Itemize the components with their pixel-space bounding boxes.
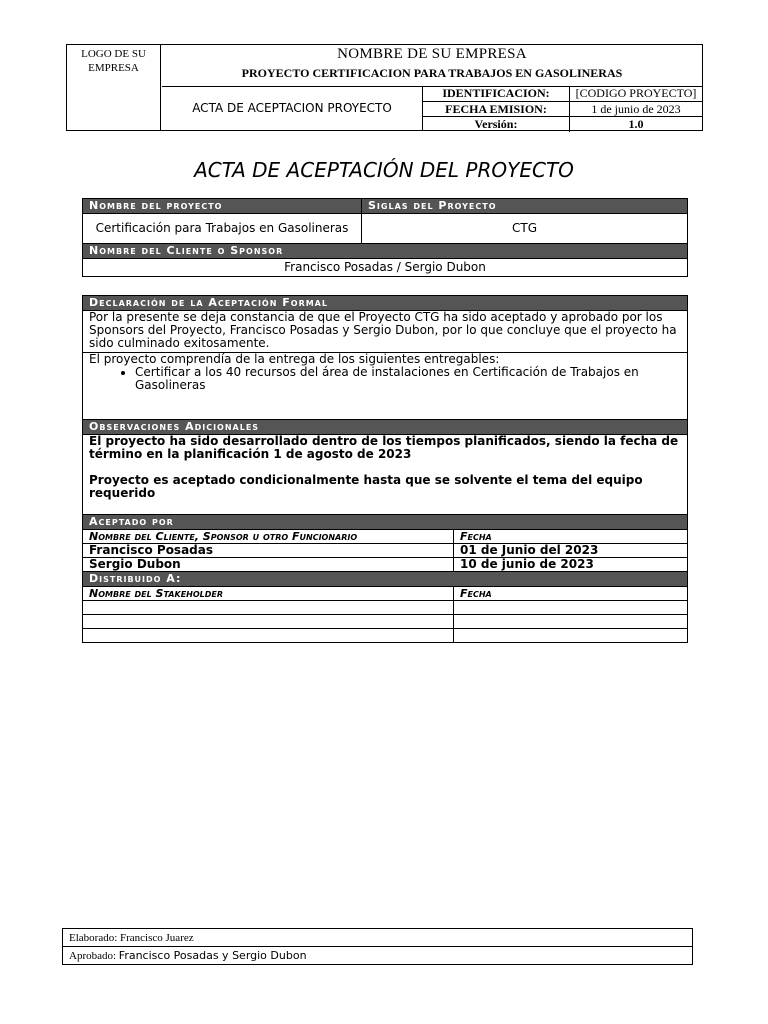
project-table: [82, 198, 688, 277]
empty-cell: [83, 601, 454, 615]
project-title: PROYECTO CERTIFICACION PARA TRABAJOS EN GASOLINERAS: [241, 66, 623, 80]
doc-name: ACTA DE ACEPTACION PROYECTO: [162, 86, 423, 130]
observations-cell: [83, 435, 688, 515]
accepted-col-name: Nombre del Cliente, Sponsor u otro Funcionario: [83, 530, 454, 544]
meta-value: 1.0: [628, 117, 644, 132]
empty-cell: [454, 601, 688, 615]
elaborado-value: Francisco Juarez: [120, 931, 194, 944]
declaration-label: Declaración de la Aceptación Formal: [83, 296, 688, 311]
accepted-date: 01 de Junio del 2023: [454, 544, 688, 558]
project-name: Certificación para Trabajos en Gasolineras: [83, 214, 362, 244]
logo-placeholder: LOGO DE SU EMPRESA: [67, 45, 161, 130]
accepted-col-date: Fecha: [454, 530, 688, 544]
empty-cell: [83, 629, 454, 643]
distributed-label: Distribuido A:: [83, 572, 688, 587]
table-row: [83, 544, 688, 558]
project-name-label: Nombre del proyecto: [83, 199, 362, 214]
company-block: [162, 45, 702, 87]
footer-table: [62, 928, 693, 965]
project-acronym-label: Siglas del Proyecto: [362, 199, 688, 214]
observation-paragraph: Proyecto es aceptado condicionalmente hasta que se solvente el tema del equipo requerido: [89, 473, 643, 500]
accepted-label: Aceptado por: [83, 515, 688, 530]
accepted-date: 10 de junio de 2023: [454, 558, 688, 572]
empty-cell: [454, 629, 688, 643]
accepted-name: Francisco Posadas: [83, 544, 454, 558]
aprobado-label: Aprobado:: [69, 950, 117, 962]
meta-row-identificacion: [423, 86, 702, 102]
deliverable-item: • Certificar a los 40 recursos del área de instalaciones en Certificación de Trabajos en Gasolineras: [135, 366, 681, 392]
meta-row-fecha: [423, 102, 702, 118]
table-row: [83, 629, 688, 643]
deliverables-intro: El proyecto comprendía de la entrega de los siguientes entregables:: [89, 352, 500, 366]
empty-cell: [83, 615, 454, 629]
accepted-name: Sergio Dubon: [83, 558, 454, 572]
acceptance-table: [82, 295, 688, 643]
sponsor-label: Nombre del Cliente o Sponsor: [83, 244, 688, 259]
company-name: NOMBRE DE SU EMPRESA: [337, 46, 527, 62]
meta-value: [CODIGO PROYECTO]: [575, 86, 697, 100]
aprobado-cell: [63, 947, 693, 965]
elaborado-label: Elaborado:: [69, 931, 118, 944]
sponsor-value: Francisco Posadas / Sergio Dubon: [83, 259, 688, 277]
meta-label: IDENTIFICACION:: [423, 86, 570, 101]
empty-cell: [454, 615, 688, 629]
page-title: ACTA DE ACEPTACIÓN DEL PROYECTO: [194, 158, 574, 182]
deliverables-list: [89, 366, 681, 392]
aprobado-value: Francisco Posadas y Sergio Dubon: [118, 949, 307, 962]
meta-label: Versión:: [423, 117, 570, 132]
distributed-col-name: Nombre del Stakeholder: [83, 587, 454, 601]
project-acronym: CTG: [362, 214, 688, 244]
header-meta: [423, 86, 702, 130]
declaration-text: Por la presente se deja constancia de que el Proyecto CTG ha sido aceptado y aprobado por los Sponsors del Proyecto, Francisco Posadas y Sergio Dubon, por lo que concluye que el proyecto ha sido culminado exitosamente.: [83, 311, 688, 353]
meta-row-version: [423, 117, 702, 132]
elaborado-cell: [63, 929, 693, 947]
observations-label: Observaciones Adicionales: [83, 420, 688, 435]
deliverables-cell: [83, 353, 688, 420]
observation-paragraph: El proyecto ha sido desarrollado dentro de los tiempos planificados, siendo la fecha de término en la planificación 1 de agosto de 2023: [89, 434, 679, 461]
meta-value: 1 de junio de 2023: [591, 101, 681, 116]
distributed-col-date: Fecha: [454, 587, 688, 601]
table-row: [83, 601, 688, 615]
document-header: [66, 44, 703, 131]
table-row: [83, 558, 688, 572]
table-row: [83, 615, 688, 629]
meta-label: FECHA EMISION:: [423, 102, 570, 117]
